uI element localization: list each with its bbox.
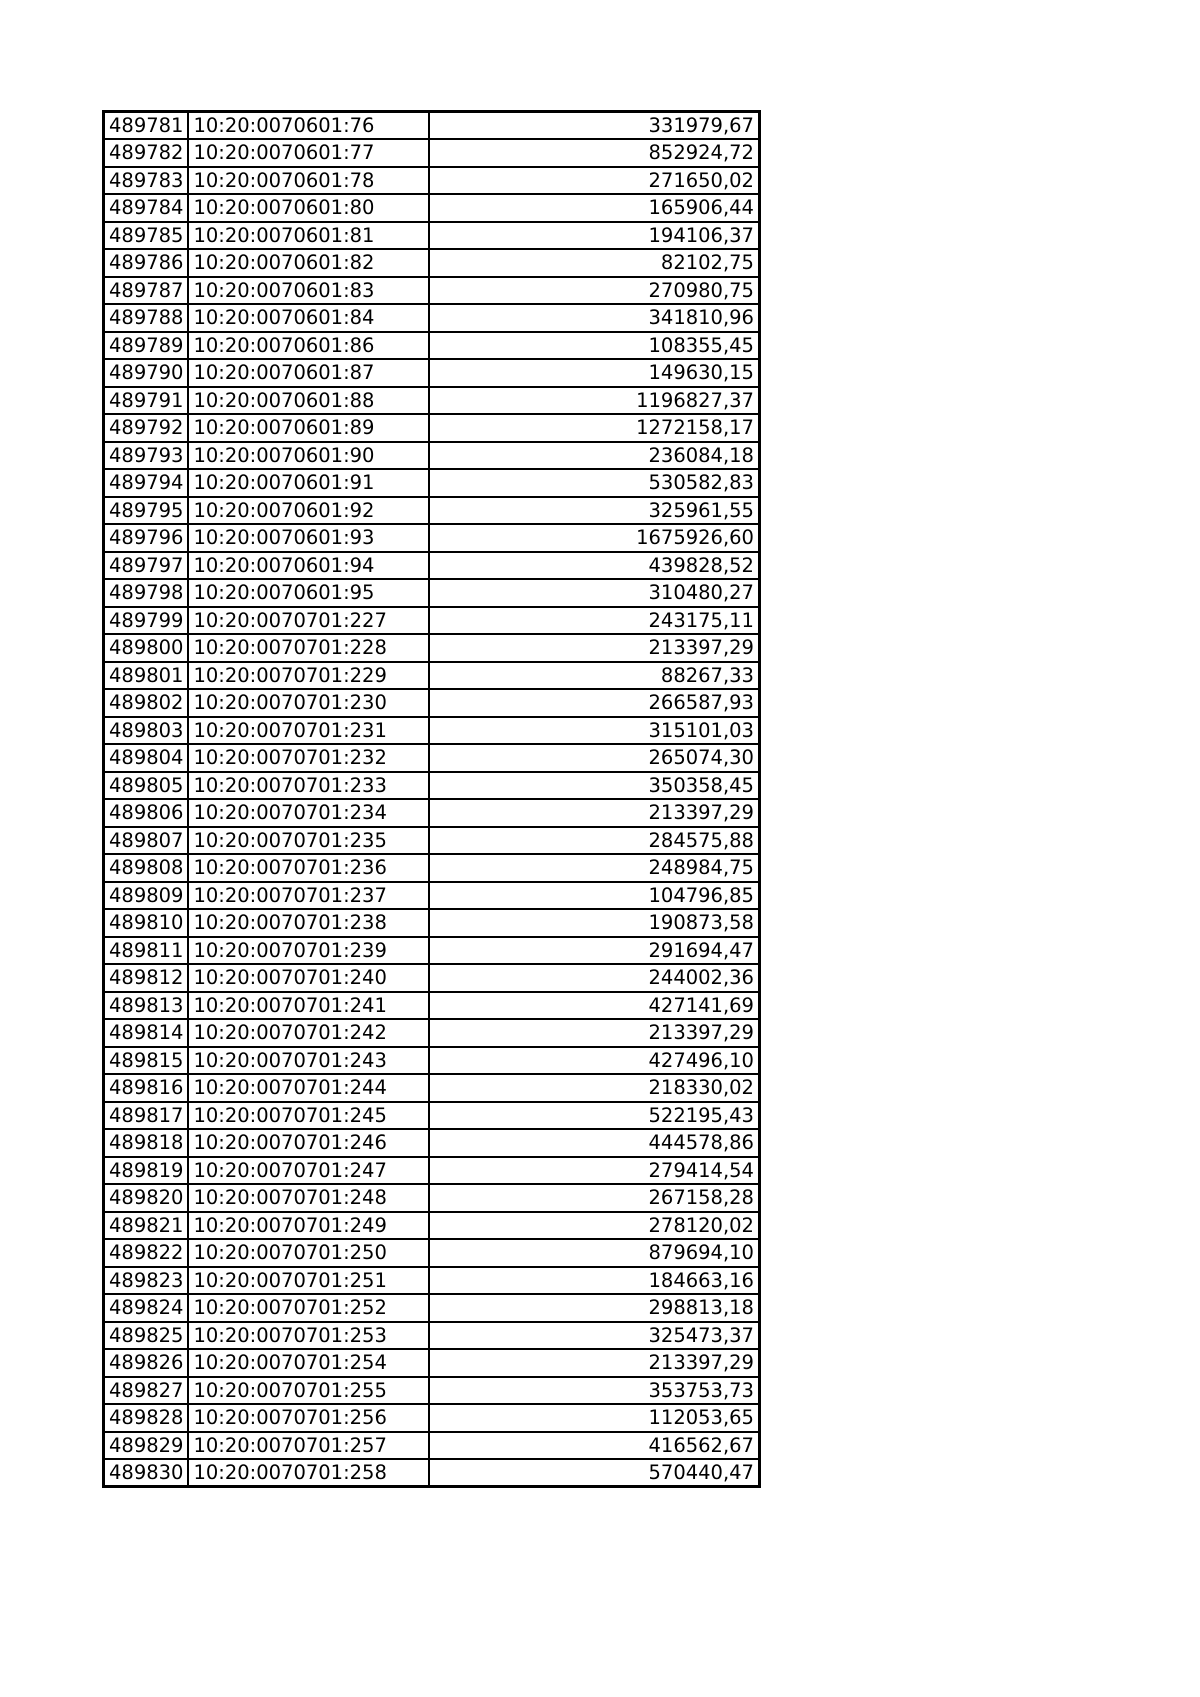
table-row [104, 882, 760, 910]
value-cell: 325961,55 [429, 497, 759, 525]
table-row [104, 964, 760, 992]
value-cell: 1196827,37 [429, 387, 759, 415]
row-id-cell: 489781 [104, 112, 189, 140]
table-row [104, 497, 760, 525]
cadastral-number-cell: 10:20:0070701:232 [188, 744, 429, 772]
table-row [104, 1294, 760, 1322]
row-id-cell: 489805 [104, 772, 189, 800]
value-cell: 213397,29 [429, 1019, 759, 1047]
row-id-cell: 489790 [104, 359, 189, 387]
row-id-cell: 489787 [104, 277, 189, 305]
row-id-cell: 489793 [104, 442, 189, 470]
table-row [104, 1404, 760, 1432]
value-cell: 353753,73 [429, 1377, 759, 1405]
table-row [104, 689, 760, 717]
cadastral-number-cell: 10:20:0070601:80 [188, 194, 429, 222]
cadastral-number-cell: 10:20:0070701:228 [188, 634, 429, 662]
cadastral-number-cell: 10:20:0070701:238 [188, 909, 429, 937]
value-cell: 213397,29 [429, 799, 759, 827]
value-cell: 427141,69 [429, 992, 759, 1020]
cadastral-number-cell: 10:20:0070701:240 [188, 964, 429, 992]
cadastral-number-cell: 10:20:0070601:78 [188, 167, 429, 195]
table-row [104, 634, 760, 662]
row-id-cell: 489801 [104, 662, 189, 690]
cadastral-number-cell: 10:20:0070701:255 [188, 1377, 429, 1405]
row-id-cell: 489822 [104, 1239, 189, 1267]
cadastral-number-cell: 10:20:0070601:76 [188, 112, 429, 140]
value-cell: 270980,75 [429, 277, 759, 305]
table-row [104, 249, 760, 277]
row-id-cell: 489811 [104, 937, 189, 965]
value-cell: 530582,83 [429, 469, 759, 497]
row-id-cell: 489818 [104, 1129, 189, 1157]
table-row [104, 359, 760, 387]
value-cell: 879694,10 [429, 1239, 759, 1267]
cadastral-number-cell: 10:20:0070701:250 [188, 1239, 429, 1267]
table-row [104, 1102, 760, 1130]
table-row [104, 717, 760, 745]
value-cell: 416562,67 [429, 1432, 759, 1460]
value-cell: 331979,67 [429, 112, 759, 140]
table-row [104, 304, 760, 332]
row-id-cell: 489824 [104, 1294, 189, 1322]
table-row [104, 909, 760, 937]
row-id-cell: 489799 [104, 607, 189, 635]
table-row [104, 744, 760, 772]
value-cell: 522195,43 [429, 1102, 759, 1130]
cadastral-number-cell: 10:20:0070601:86 [188, 332, 429, 360]
cadastral-number-cell: 10:20:0070701:227 [188, 607, 429, 635]
value-cell: 279414,54 [429, 1157, 759, 1185]
table-row [104, 1212, 760, 1240]
cadastral-number-cell: 10:20:0070701:233 [188, 772, 429, 800]
value-cell: 325473,37 [429, 1322, 759, 1350]
value-cell: 194106,37 [429, 222, 759, 250]
value-cell: 190873,58 [429, 909, 759, 937]
value-cell: 88267,33 [429, 662, 759, 690]
value-cell: 82102,75 [429, 249, 759, 277]
table-row [104, 1184, 760, 1212]
table-row [104, 1322, 760, 1350]
cadastral-number-cell: 10:20:0070701:243 [188, 1047, 429, 1075]
cadastral-number-cell: 10:20:0070701:254 [188, 1349, 429, 1377]
value-cell: 852924,72 [429, 139, 759, 167]
cadastral-number-cell: 10:20:0070701:231 [188, 717, 429, 745]
value-cell: 108355,45 [429, 332, 759, 360]
row-id-cell: 489808 [104, 854, 189, 882]
cadastral-number-cell: 10:20:0070701:246 [188, 1129, 429, 1157]
row-id-cell: 489807 [104, 827, 189, 855]
value-cell: 444578,86 [429, 1129, 759, 1157]
table-row [104, 662, 760, 690]
table-row [104, 1349, 760, 1377]
value-cell: 341810,96 [429, 304, 759, 332]
table-row [104, 442, 760, 470]
cadastral-number-cell: 10:20:0070601:83 [188, 277, 429, 305]
cadastral-number-cell: 10:20:0070701:229 [188, 662, 429, 690]
row-id-cell: 489797 [104, 552, 189, 580]
row-id-cell: 489794 [104, 469, 189, 497]
row-id-cell: 489814 [104, 1019, 189, 1047]
value-cell: 271650,02 [429, 167, 759, 195]
row-id-cell: 489803 [104, 717, 189, 745]
row-id-cell: 489825 [104, 1322, 189, 1350]
row-id-cell: 489789 [104, 332, 189, 360]
table-row [104, 194, 760, 222]
table-body [104, 112, 760, 1487]
row-id-cell: 489788 [104, 304, 189, 332]
row-id-cell: 489820 [104, 1184, 189, 1212]
row-id-cell: 489795 [104, 497, 189, 525]
cadastral-number-cell: 10:20:0070701:245 [188, 1102, 429, 1130]
table-row [104, 1129, 760, 1157]
cadastral-number-cell: 10:20:0070601:92 [188, 497, 429, 525]
cadastral-number-cell: 10:20:0070601:91 [188, 469, 429, 497]
value-cell: 104796,85 [429, 882, 759, 910]
row-id-cell: 489796 [104, 524, 189, 552]
value-cell: 570440,47 [429, 1459, 759, 1487]
cadastral-number-cell: 10:20:0070701:248 [188, 1184, 429, 1212]
table-row [104, 332, 760, 360]
table-row [104, 1459, 760, 1487]
value-cell: 165906,44 [429, 194, 759, 222]
cadastral-number-cell: 10:20:0070601:84 [188, 304, 429, 332]
value-cell: 243175,11 [429, 607, 759, 635]
table-row [104, 387, 760, 415]
value-cell: 1272158,17 [429, 414, 759, 442]
table-row [104, 112, 760, 140]
value-cell: 278120,02 [429, 1212, 759, 1240]
cadastral-number-cell: 10:20:0070601:82 [188, 249, 429, 277]
table-row [104, 277, 760, 305]
row-id-cell: 489785 [104, 222, 189, 250]
table-row [104, 799, 760, 827]
value-cell: 112053,65 [429, 1404, 759, 1432]
row-id-cell: 489809 [104, 882, 189, 910]
cadastral-number-cell: 10:20:0070601:81 [188, 222, 429, 250]
table-row [104, 1047, 760, 1075]
row-id-cell: 489798 [104, 579, 189, 607]
row-id-cell: 489792 [104, 414, 189, 442]
cadastral-number-cell: 10:20:0070601:94 [188, 552, 429, 580]
cadastral-number-cell: 10:20:0070701:234 [188, 799, 429, 827]
row-id-cell: 489823 [104, 1267, 189, 1295]
value-cell: 213397,29 [429, 1349, 759, 1377]
value-cell: 265074,30 [429, 744, 759, 772]
value-cell: 284575,88 [429, 827, 759, 855]
value-cell: 248984,75 [429, 854, 759, 882]
cadastral-number-cell: 10:20:0070701:251 [188, 1267, 429, 1295]
table-row [104, 1157, 760, 1185]
value-cell: 236084,18 [429, 442, 759, 470]
cadastral-number-cell: 10:20:0070601:88 [188, 387, 429, 415]
row-id-cell: 489827 [104, 1377, 189, 1405]
row-id-cell: 489828 [104, 1404, 189, 1432]
cadastral-number-cell: 10:20:0070601:90 [188, 442, 429, 470]
row-id-cell: 489815 [104, 1047, 189, 1075]
row-id-cell: 489830 [104, 1459, 189, 1487]
value-cell: 350358,45 [429, 772, 759, 800]
value-cell: 244002,36 [429, 964, 759, 992]
value-cell: 1675926,60 [429, 524, 759, 552]
cadastral-number-cell: 10:20:0070601:95 [188, 579, 429, 607]
value-cell: 315101,03 [429, 717, 759, 745]
cadastral-number-cell: 10:20:0070701:236 [188, 854, 429, 882]
value-cell: 266587,93 [429, 689, 759, 717]
row-id-cell: 489806 [104, 799, 189, 827]
table-row [104, 1267, 760, 1295]
cadastral-number-cell: 10:20:0070701:237 [188, 882, 429, 910]
row-id-cell: 489816 [104, 1074, 189, 1102]
value-cell: 298813,18 [429, 1294, 759, 1322]
value-cell: 267158,28 [429, 1184, 759, 1212]
row-id-cell: 489812 [104, 964, 189, 992]
cadastral-number-cell: 10:20:0070701:235 [188, 827, 429, 855]
value-cell: 218330,02 [429, 1074, 759, 1102]
table-row [104, 414, 760, 442]
row-id-cell: 489782 [104, 139, 189, 167]
row-id-cell: 489821 [104, 1212, 189, 1240]
cadastral-number-cell: 10:20:0070601:93 [188, 524, 429, 552]
table-row [104, 469, 760, 497]
cadastral-number-cell: 10:20:0070701:242 [188, 1019, 429, 1047]
table-row [104, 1019, 760, 1047]
row-id-cell: 489786 [104, 249, 189, 277]
table-row [104, 1432, 760, 1460]
cadastral-number-cell: 10:20:0070701:241 [188, 992, 429, 1020]
row-id-cell: 489829 [104, 1432, 189, 1460]
row-id-cell: 489813 [104, 992, 189, 1020]
value-cell: 439828,52 [429, 552, 759, 580]
cadastral-number-cell: 10:20:0070601:89 [188, 414, 429, 442]
value-cell: 149630,15 [429, 359, 759, 387]
cadastral-number-cell: 10:20:0070701:252 [188, 1294, 429, 1322]
data-table [102, 110, 761, 1488]
row-id-cell: 489784 [104, 194, 189, 222]
row-id-cell: 489804 [104, 744, 189, 772]
table-row [104, 854, 760, 882]
cadastral-number-cell: 10:20:0070601:87 [188, 359, 429, 387]
cadastral-number-cell: 10:20:0070701:244 [188, 1074, 429, 1102]
table-row [104, 139, 760, 167]
table-row [104, 937, 760, 965]
value-cell: 427496,10 [429, 1047, 759, 1075]
table-row [104, 167, 760, 195]
value-cell: 213397,29 [429, 634, 759, 662]
table-row [104, 1239, 760, 1267]
table-row [104, 992, 760, 1020]
row-id-cell: 489819 [104, 1157, 189, 1185]
value-cell: 291694,47 [429, 937, 759, 965]
cadastral-number-cell: 10:20:0070701:253 [188, 1322, 429, 1350]
cadastral-number-cell: 10:20:0070601:77 [188, 139, 429, 167]
value-cell: 310480,27 [429, 579, 759, 607]
table-row [104, 1074, 760, 1102]
table-row [104, 552, 760, 580]
cadastral-number-cell: 10:20:0070701:249 [188, 1212, 429, 1240]
row-id-cell: 489783 [104, 167, 189, 195]
cadastral-number-cell: 10:20:0070701:257 [188, 1432, 429, 1460]
cadastral-number-cell: 10:20:0070701:258 [188, 1459, 429, 1487]
row-id-cell: 489810 [104, 909, 189, 937]
table-row [104, 607, 760, 635]
table-row [104, 579, 760, 607]
cadastral-number-cell: 10:20:0070701:256 [188, 1404, 429, 1432]
table-row [104, 222, 760, 250]
cadastral-number-cell: 10:20:0070701:247 [188, 1157, 429, 1185]
row-id-cell: 489800 [104, 634, 189, 662]
row-id-cell: 489826 [104, 1349, 189, 1377]
cadastral-number-cell: 10:20:0070701:239 [188, 937, 429, 965]
cadastral-number-cell: 10:20:0070701:230 [188, 689, 429, 717]
table-row [104, 524, 760, 552]
table-row [104, 772, 760, 800]
table-row [104, 1377, 760, 1405]
row-id-cell: 489802 [104, 689, 189, 717]
row-id-cell: 489817 [104, 1102, 189, 1130]
row-id-cell: 489791 [104, 387, 189, 415]
table-row [104, 827, 760, 855]
value-cell: 184663,16 [429, 1267, 759, 1295]
